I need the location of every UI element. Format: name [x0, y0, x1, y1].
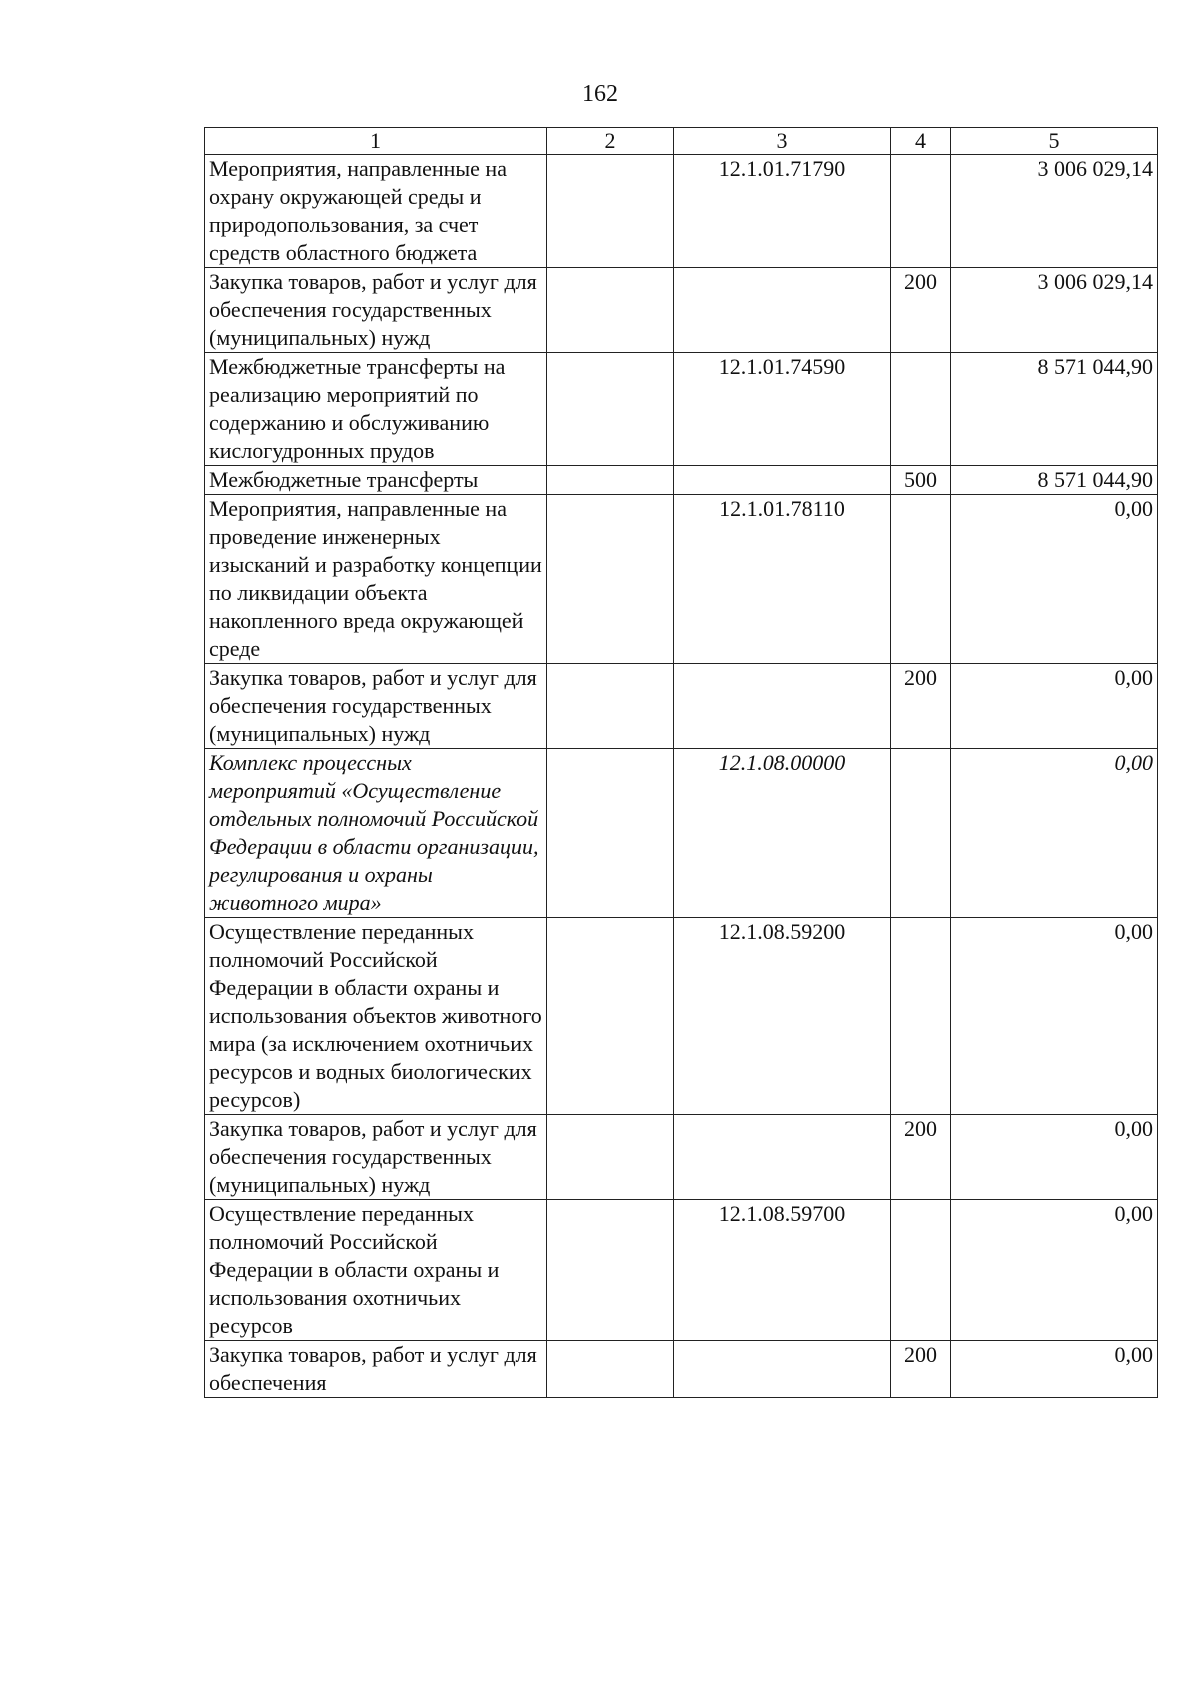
row-type-cell: 200	[891, 268, 951, 353]
header-col-4: 4	[891, 128, 951, 155]
table-row	[205, 664, 1158, 749]
row-col2-cell	[547, 1115, 674, 1200]
table-header-row	[205, 128, 1158, 155]
row-col2-cell	[547, 155, 674, 268]
row-name-cell: Мероприятия, направленные на проведение инженерных изысканий и разработку концепции по ликвидации объекта накопленного вреда окружающей среде	[205, 495, 547, 664]
row-amount-cell: 0,00	[951, 664, 1158, 749]
row-code-cell: 12.1.01.74590	[674, 353, 891, 466]
row-amount-cell: 0,00	[951, 918, 1158, 1115]
row-col2-cell	[547, 495, 674, 664]
table-row	[205, 1200, 1158, 1341]
page-number: 162	[582, 81, 618, 107]
row-col2-cell	[547, 918, 674, 1115]
row-code-cell	[674, 268, 891, 353]
row-amount-cell: 0,00	[951, 495, 1158, 664]
row-col2-cell	[547, 664, 674, 749]
row-code-cell: 12.1.08.59200	[674, 918, 891, 1115]
row-col2-cell	[547, 466, 674, 495]
table-row-program-complex	[205, 749, 1158, 918]
row-type-cell: 500	[891, 466, 951, 495]
row-amount-cell: 3 006 029,14	[951, 268, 1158, 353]
header-col-5: 5	[951, 128, 1158, 155]
row-amount-cell: 8 571 044,90	[951, 466, 1158, 495]
row-type-cell	[891, 155, 951, 268]
header-col-3: 3	[674, 128, 891, 155]
table-row	[205, 268, 1158, 353]
row-code-cell	[674, 466, 891, 495]
row-code-cell: 12.1.08.00000	[674, 749, 891, 918]
row-type-cell	[891, 749, 951, 918]
table-row	[205, 466, 1158, 495]
row-code-cell: 12.1.01.71790	[674, 155, 891, 268]
row-col2-cell	[547, 1200, 674, 1341]
row-name-cell: Закупка товаров, работ и услуг для обеспечения государственных (муниципальных) нужд	[205, 268, 547, 353]
row-code-cell: 12.1.08.59700	[674, 1200, 891, 1341]
row-col2-cell	[547, 353, 674, 466]
row-amount-cell: 3 006 029,14	[951, 155, 1158, 268]
row-amount-cell: 0,00	[951, 1200, 1158, 1341]
row-name-cell: Закупка товаров, работ и услуг для обеспечения	[205, 1341, 547, 1398]
row-name-cell: Мероприятия, направленные на охрану окружающей среды и природопользования, за счет средств областного бюджета	[205, 155, 547, 268]
row-name-cell: Осуществление переданных полномочий Российской Федерации в области охраны и использования объектов животного мира (за исключением охотничьих ресурсов и водных биологических ресурсов)	[205, 918, 547, 1115]
row-col2-cell	[547, 1341, 674, 1398]
row-name-cell: Межбюджетные трансферты на реализацию мероприятий по содержанию и обслуживанию кислогудронных прудов	[205, 353, 547, 466]
row-code-cell: 12.1.01.78110	[674, 495, 891, 664]
header-col-1: 1	[205, 128, 547, 155]
row-name-cell: Осуществление переданных полномочий Российской Федерации в области охраны и использования охотничьих ресурсов	[205, 1200, 547, 1341]
row-type-cell	[891, 353, 951, 466]
table-row	[205, 918, 1158, 1115]
row-amount-cell: 8 571 044,90	[951, 353, 1158, 466]
row-type-cell: 200	[891, 1115, 951, 1200]
row-amount-cell: 0,00	[951, 1115, 1158, 1200]
row-name-cell: Закупка товаров, работ и услуг для обеспечения государственных (муниципальных) нужд	[205, 1115, 547, 1200]
row-name-cell: Межбюджетные трансферты	[205, 466, 547, 495]
row-amount-cell: 0,00	[951, 1341, 1158, 1398]
table-row	[205, 1341, 1158, 1398]
row-name-cell: Закупка товаров, работ и услуг для обеспечения государственных (муниципальных) нужд	[205, 664, 547, 749]
header-col-2: 2	[547, 128, 674, 155]
table-row	[205, 495, 1158, 664]
row-type-cell: 200	[891, 1341, 951, 1398]
row-code-cell	[674, 664, 891, 749]
row-type-cell	[891, 495, 951, 664]
table-row	[205, 155, 1158, 268]
table-row	[205, 1115, 1158, 1200]
row-col2-cell	[547, 268, 674, 353]
row-type-cell: 200	[891, 664, 951, 749]
row-col2-cell	[547, 749, 674, 918]
row-type-cell	[891, 918, 951, 1115]
row-amount-cell: 0,00	[951, 749, 1158, 918]
row-code-cell	[674, 1341, 891, 1398]
row-type-cell	[891, 1200, 951, 1341]
budget-table	[204, 127, 1158, 1398]
table-row	[205, 353, 1158, 466]
row-name-cell: Комплекс процессных мероприятий «Осуществление отдельных полномочий Российской Федерации в области организации, регулирования и охраны животного мира»	[205, 749, 547, 918]
row-code-cell	[674, 1115, 891, 1200]
